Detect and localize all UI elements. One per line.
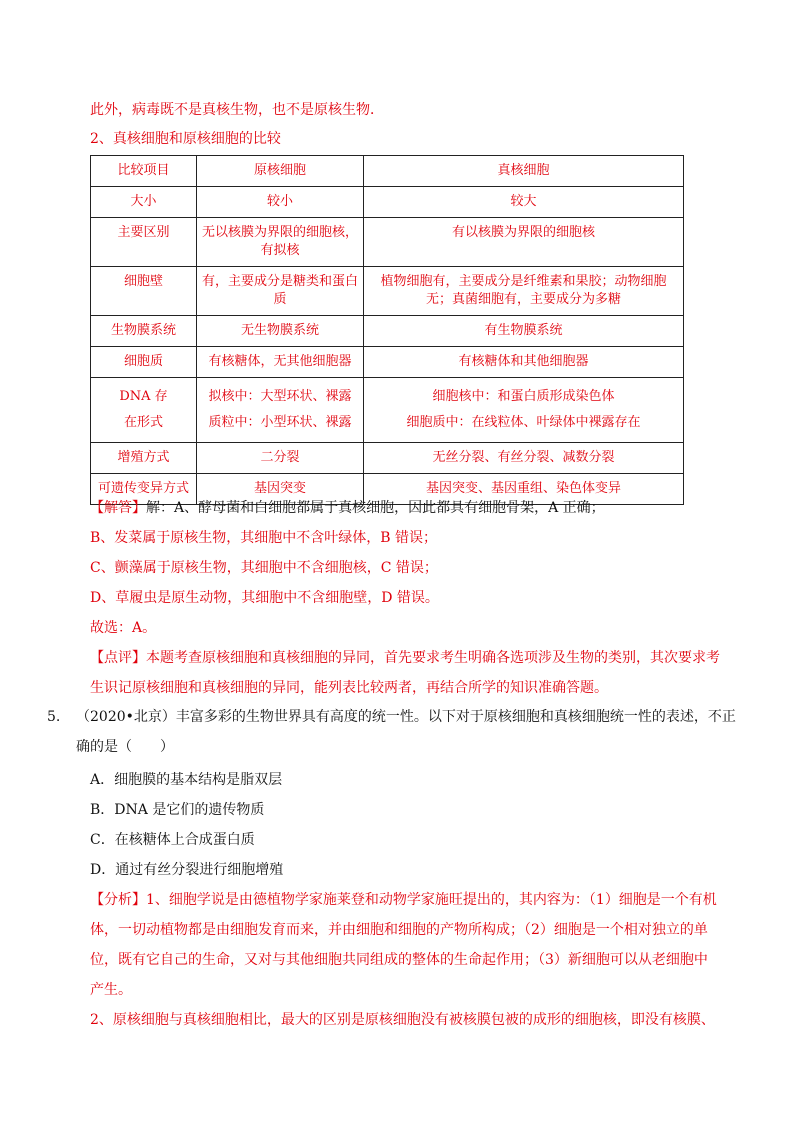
table-cell xyxy=(364,378,684,443)
table-row-dna xyxy=(91,378,684,443)
table-header-row xyxy=(91,156,684,187)
table-cell xyxy=(197,378,364,443)
table-cell: 有核糖体，无其他细胞器 xyxy=(197,347,364,378)
comment-line-2: 生识记原核细胞和真核细胞的异同，能列表比较两者，再结合所学的知识准确答题。 xyxy=(90,680,608,696)
question-stem-2: 确的是（ ） xyxy=(76,739,174,755)
answer-d: D、草履虫是原生动物，其细胞中不含细胞壁，D 错误。 xyxy=(90,590,439,606)
table-row xyxy=(91,218,684,267)
comment-tag: 【点评】 xyxy=(90,650,146,666)
question-stem-1: （2020•北京）丰富多彩的生物世界具有高度的统一性。以下对于原核细胞和真核细胞统一性的表述，不正 xyxy=(76,709,736,725)
table-header: 原核细胞 xyxy=(197,156,364,187)
answer-a: 解：A、酵母菌和白细胞都属于真核细胞，因此都具有细胞骨架，A 正确； xyxy=(146,500,605,516)
table-cell xyxy=(91,378,197,443)
dna-prok-2: 质粒中：小型环状、裸露 xyxy=(208,415,352,430)
analysis-line-2: 体，一切动植物都是由细胞发育而来，并由细胞和细胞的产物所构成；（2）细胞是一个相对独立的单 xyxy=(90,922,708,938)
table-cell: 有生物膜系统 xyxy=(364,316,684,347)
analysis-line-5: 2、原核细胞与真核细胞相比，最大的区别是原核细胞没有被核膜包被的成形的细胞核，即没有核膜、 xyxy=(90,1012,715,1028)
intro-line: 此外，病毒既不是真核生物，也不是原核生物． xyxy=(90,102,384,118)
analysis-line-1 xyxy=(90,891,717,909)
table-row xyxy=(91,316,684,347)
answer-tag: 【解答】 xyxy=(90,500,146,516)
table-cell: 基因突变 xyxy=(197,474,364,505)
table-cell: 基因突变、基因重组、染色体变异 xyxy=(364,474,684,505)
table-cell: 较大 xyxy=(364,187,684,218)
table-row xyxy=(91,187,684,218)
table-header: 比较项目 xyxy=(91,156,197,187)
table-cell: 大小 xyxy=(91,187,197,218)
table-cell: 二分裂 xyxy=(197,443,364,474)
table-row xyxy=(91,267,684,316)
answer-choice: 故选：A。 xyxy=(90,620,157,636)
analysis-line-3: 位，既有它自己的生命，又对与其他细胞共同组成的整体的生命起作用；（3）新细胞可以从老细胞中 xyxy=(90,952,708,968)
comment-text-1: 本题考查原核细胞和真核细胞的异同，首先要求考生明确各选项涉及生物的类别，其次要求考 xyxy=(146,650,720,666)
analysis-text-1: 1、细胞学说是由德植物学家施莱登和动物学家施旺提出的，其内容为：（1）细胞是一个有机 xyxy=(146,892,717,908)
table-row xyxy=(91,347,684,378)
table-cell: 植物细胞有，主要成分是纤维素和果胶；动物细胞无；真菌细胞有，主要成分为多糖 xyxy=(364,267,684,316)
table-cell: 增殖方式 xyxy=(91,443,197,474)
dna-euk-2: 细胞质中：在线粒体、叶绿体中裸露存在 xyxy=(406,415,641,430)
analysis-tag: 【分析】 xyxy=(90,892,146,908)
answer-c: C、颤藻属于原核生物，其细胞中不含细胞核，C 错误； xyxy=(90,560,438,576)
option-d: D．通过有丝分裂进行细胞增殖 xyxy=(90,862,284,878)
dna-euk-1: 细胞核中：和蛋白质形成染色体 xyxy=(432,389,615,404)
table-cell: 有核糖体和其他细胞器 xyxy=(364,347,684,378)
option-a: A．细胞膜的基本结构是脂双层 xyxy=(90,772,283,788)
answer-b: B、发菜属于原核生物，其细胞中不含叶绿体，B 错误； xyxy=(90,530,438,546)
table-cell: 细胞壁 xyxy=(91,267,197,316)
table-cell: 细胞质 xyxy=(91,347,197,378)
table-cell: 有以核膜为界限的细胞核 xyxy=(364,218,684,267)
option-c: C．在核糖体上合成蛋白质 xyxy=(90,832,255,848)
table-row xyxy=(91,443,684,474)
comment-line-1 xyxy=(90,649,720,667)
section-heading: 2、真核细胞和原核细胞的比较 xyxy=(90,131,281,147)
question-number: 5. xyxy=(47,709,61,725)
table-cell: 主要区别 xyxy=(91,218,197,267)
table-cell: 有，主要成分是糖类和蛋白质 xyxy=(197,267,364,316)
dna-prok-1: 拟核中：大型环状、裸露 xyxy=(208,389,352,404)
table-cell: 较小 xyxy=(197,187,364,218)
comparison-table xyxy=(90,155,684,505)
table-cell: 无以核膜为界限的细胞核，有拟核 xyxy=(197,218,364,267)
table-header: 真核细胞 xyxy=(364,156,684,187)
table-cell: 无丝分裂、有丝分裂、减数分裂 xyxy=(364,443,684,474)
option-b: B．DNA 是它们的遗传物质 xyxy=(90,802,265,818)
dna-label-1: DNA 存 xyxy=(119,389,168,404)
table-cell: 无生物膜系统 xyxy=(197,316,364,347)
dna-label-2: 在形式 xyxy=(123,415,163,430)
table-cell: 可遗传变异方式 xyxy=(91,474,197,505)
analysis-line-4: 产生。 xyxy=(90,982,132,998)
answer-paragraph xyxy=(90,499,605,517)
table-cell: 生物膜系统 xyxy=(91,316,197,347)
